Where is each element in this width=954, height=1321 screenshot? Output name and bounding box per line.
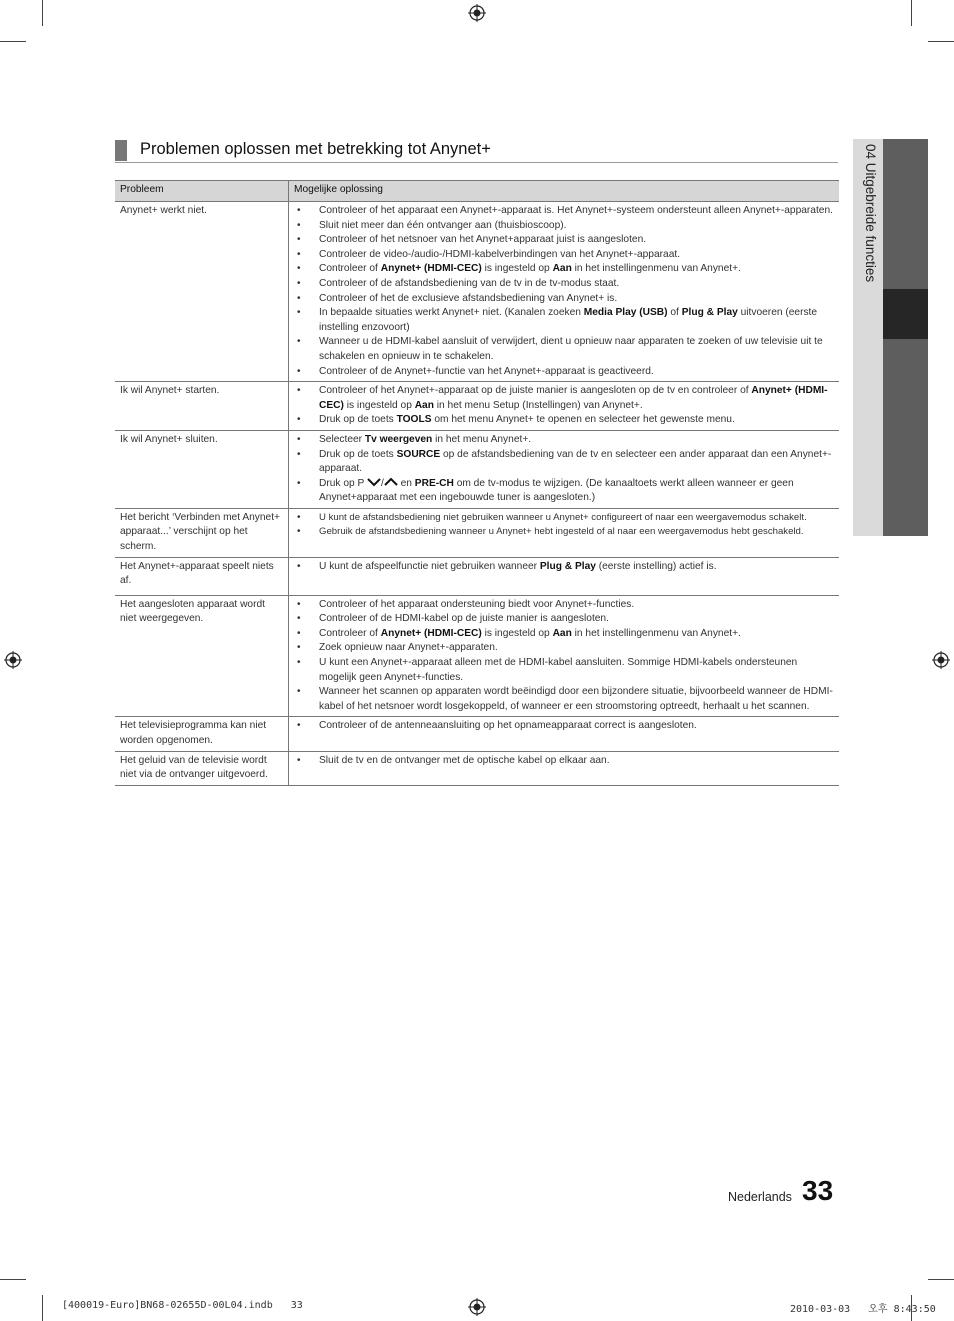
footer-language: Nederlands — [728, 1190, 792, 1204]
solution-item: • Zoek opnieuw naar Anynet+-apparaten. — [297, 641, 833, 656]
solution-cell — [289, 202, 840, 382]
chevron-up-icon — [384, 477, 398, 487]
chevron-down-icon — [367, 477, 381, 487]
crop-mark — [0, 1279, 26, 1280]
problem-cell: Ik wil Anynet+ sluiten. — [115, 430, 289, 508]
solution-item: • Controleer of Anynet+ (HDMI-CEC) is ingesteld op Aan in het instellingenmenu van Anynet+. — [297, 262, 833, 277]
solution-item: • Controleer of Anynet+ (HDMI-CEC) is ingesteld op Aan in het instellingenmenu van Anynet+. — [297, 627, 833, 642]
print-slug-date: 2010-03-03 오후 8:43:50 — [790, 1304, 936, 1315]
solution-item: • U kunt de afstandsbediening niet gebruiken wanneer u Anynet+ configureert of naar een weergavemodus schakelt. — [297, 511, 833, 526]
solution-item: • U kunt een Anynet+-apparaat alleen met de HDMI-kabel aansluiten. Sommige HDMI-kabels ondersteunen mogelijk geen Anynet+-functies. — [297, 656, 833, 685]
solution-list — [297, 598, 833, 715]
chapter-tab-active-marker — [883, 289, 928, 339]
page-number: 33 — [802, 1175, 834, 1206]
table-row — [115, 557, 839, 595]
solution-item: • Druk op de toets SOURCE op de afstandsbediening van de tv en selecteer een ander apparaat dan een Anynet+-apparaat. — [297, 448, 833, 477]
solution-item: • Controleer of de HDMI-kabel op de juiste manier is aangesloten. — [297, 612, 833, 627]
solution-item: • Druk op P / en PRE-CH om de tv-modus te wijzigen. (De kanaaltoets werkt alleen wanneer er geen Anynet+apparaat met een ingebouwde tuner is aangesloten.) — [297, 477, 833, 506]
crop-mark — [911, 0, 912, 26]
registration-mark-icon — [4, 651, 22, 669]
solution-list — [297, 560, 833, 575]
heading-bar — [115, 140, 127, 161]
table-row — [115, 717, 839, 751]
table-row — [115, 508, 839, 557]
problem-cell: Het televisieprogramma kan niet worden opgenomen. — [115, 717, 289, 751]
solution-item: • Controleer of de antenneaansluiting op het opnameapparaat correct is aangesloten. — [297, 719, 833, 734]
solution-cell — [289, 430, 840, 508]
section-title: Problemen oplossen met betrekking tot Anynet+ — [140, 140, 491, 158]
solution-cell — [289, 382, 840, 431]
column-header-problem: Probleem — [115, 181, 289, 202]
solution-item: • Controleer de video-/audio-/HDMI-kabelverbindingen van het Anynet+-apparaat. — [297, 248, 833, 263]
solution-item: • Controleer of het Anynet+-apparaat op de juiste manier is aangesloten op de tv en controleer of Anynet+ (HDMI-CEC) is ingesteld op Aan in het menu Setup (Instellingen) van Anynet+. — [297, 384, 833, 413]
troubleshooting-table — [115, 180, 839, 786]
table-row — [115, 382, 839, 431]
solution-item: • Controleer of de afstandsbediening van de tv in de tv-modus staat. — [297, 277, 833, 292]
crop-mark — [928, 41, 954, 42]
solution-item: • Sluit de tv en de ontvanger met de optische kabel op elkaar aan. — [297, 754, 833, 769]
solution-item: • Selecteer Tv weergeven in het menu Anynet+. — [297, 433, 833, 448]
problem-cell: Ik wil Anynet+ starten. — [115, 382, 289, 431]
crop-mark — [42, 1295, 43, 1321]
solution-item: • Wanneer u de HDMI-kabel aansluit of verwijdert, dient u opnieuw naar apparaten te zoeken of uw televisie uit te schakelen en opnieuw in te schakelen. — [297, 335, 833, 364]
problem-cell: Het aangesloten apparaat wordt niet weergegeven. — [115, 595, 289, 717]
registration-mark-icon — [468, 4, 486, 22]
table-header-row — [115, 181, 839, 202]
crop-mark — [0, 41, 26, 42]
print-slug-file: [400019-Euro]BN68-02655D-00L04.indb 33 — [62, 1300, 303, 1311]
solution-cell — [289, 751, 840, 785]
registration-mark-icon — [932, 651, 950, 669]
solution-item: • Controleer of het apparaat een Anynet+-apparaat is. Het Anynet+-systeem ondersteunt alleen Anynet+-apparaten. — [297, 204, 833, 219]
solution-list — [297, 511, 833, 540]
solution-item: • Controleer of het de exclusieve afstandsbediening van Anynet+ is. — [297, 292, 833, 307]
table-row — [115, 430, 839, 508]
solution-list — [297, 754, 833, 769]
registration-mark-icon — [468, 1298, 486, 1316]
solution-list — [297, 384, 833, 428]
crop-mark — [42, 0, 43, 26]
solution-list — [297, 719, 833, 734]
table-row — [115, 202, 839, 382]
problem-cell: Het geluid van de televisie wordt niet via de ontvanger uitgevoerd. — [115, 751, 289, 785]
chapter-label: 04 Uitgebreide functies — [863, 144, 878, 283]
section-heading — [115, 138, 838, 163]
solution-item: • Controleer of het apparaat ondersteuning biedt voor Anynet+-functies. — [297, 598, 833, 613]
solution-item: • Sluit niet meer dan één ontvanger aan (thuisbioscoop). — [297, 219, 833, 234]
solution-cell — [289, 717, 840, 751]
solution-list — [297, 433, 833, 506]
solution-cell — [289, 557, 840, 595]
problem-cell: Het bericht ‘Verbinden met Anynet+ apparaat...’ verschijnt op het scherm. — [115, 508, 289, 557]
solution-item: • Gebruik de afstandsbediening wanneer u Anynet+ hebt ingesteld of al naar een weergavemodus hebt geschakeld. — [297, 525, 833, 540]
table-row — [115, 751, 839, 785]
solution-item: • Controleer of de Anynet+-functie van het Anynet+-apparaat is geactiveerd. — [297, 365, 833, 380]
problem-cell: Het Anynet+-apparaat speelt niets af. — [115, 557, 289, 595]
solution-item: • Druk op de toets TOOLS om het menu Anynet+ te openen en selecteer het gewenste menu. — [297, 413, 833, 428]
solution-list — [297, 204, 833, 379]
problem-cell: Anynet+ werkt niet. — [115, 202, 289, 382]
solution-item: • Wanneer het scannen op apparaten wordt beëindigd door een bijzondere situatie, bijvoorbeeld wanneer de HDMI-kabel of het netsnoer wordt losgekoppeld, of wanneer er een stroomstoring optreedt, herhaalt u het scannen. — [297, 685, 833, 714]
solution-item: • U kunt de afspeelfunctie niet gebruiken wanneer Plug & Play (eerste instelling) actief is. — [297, 560, 833, 575]
column-header-solution: Mogelijke oplossing — [289, 181, 840, 202]
solution-cell — [289, 595, 840, 717]
solution-item: • Controleer of het netsnoer van het Anynet+apparaat juist is aangesloten. — [297, 233, 833, 248]
crop-mark — [928, 1279, 954, 1280]
table-row — [115, 595, 839, 717]
solution-cell — [289, 508, 840, 557]
solution-item: • In bepaalde situaties werkt Anynet+ niet. (Kanalen zoeken Media Play (USB) of Plug & Play uitvoeren (eerste instelling enzovoort) — [297, 306, 833, 335]
